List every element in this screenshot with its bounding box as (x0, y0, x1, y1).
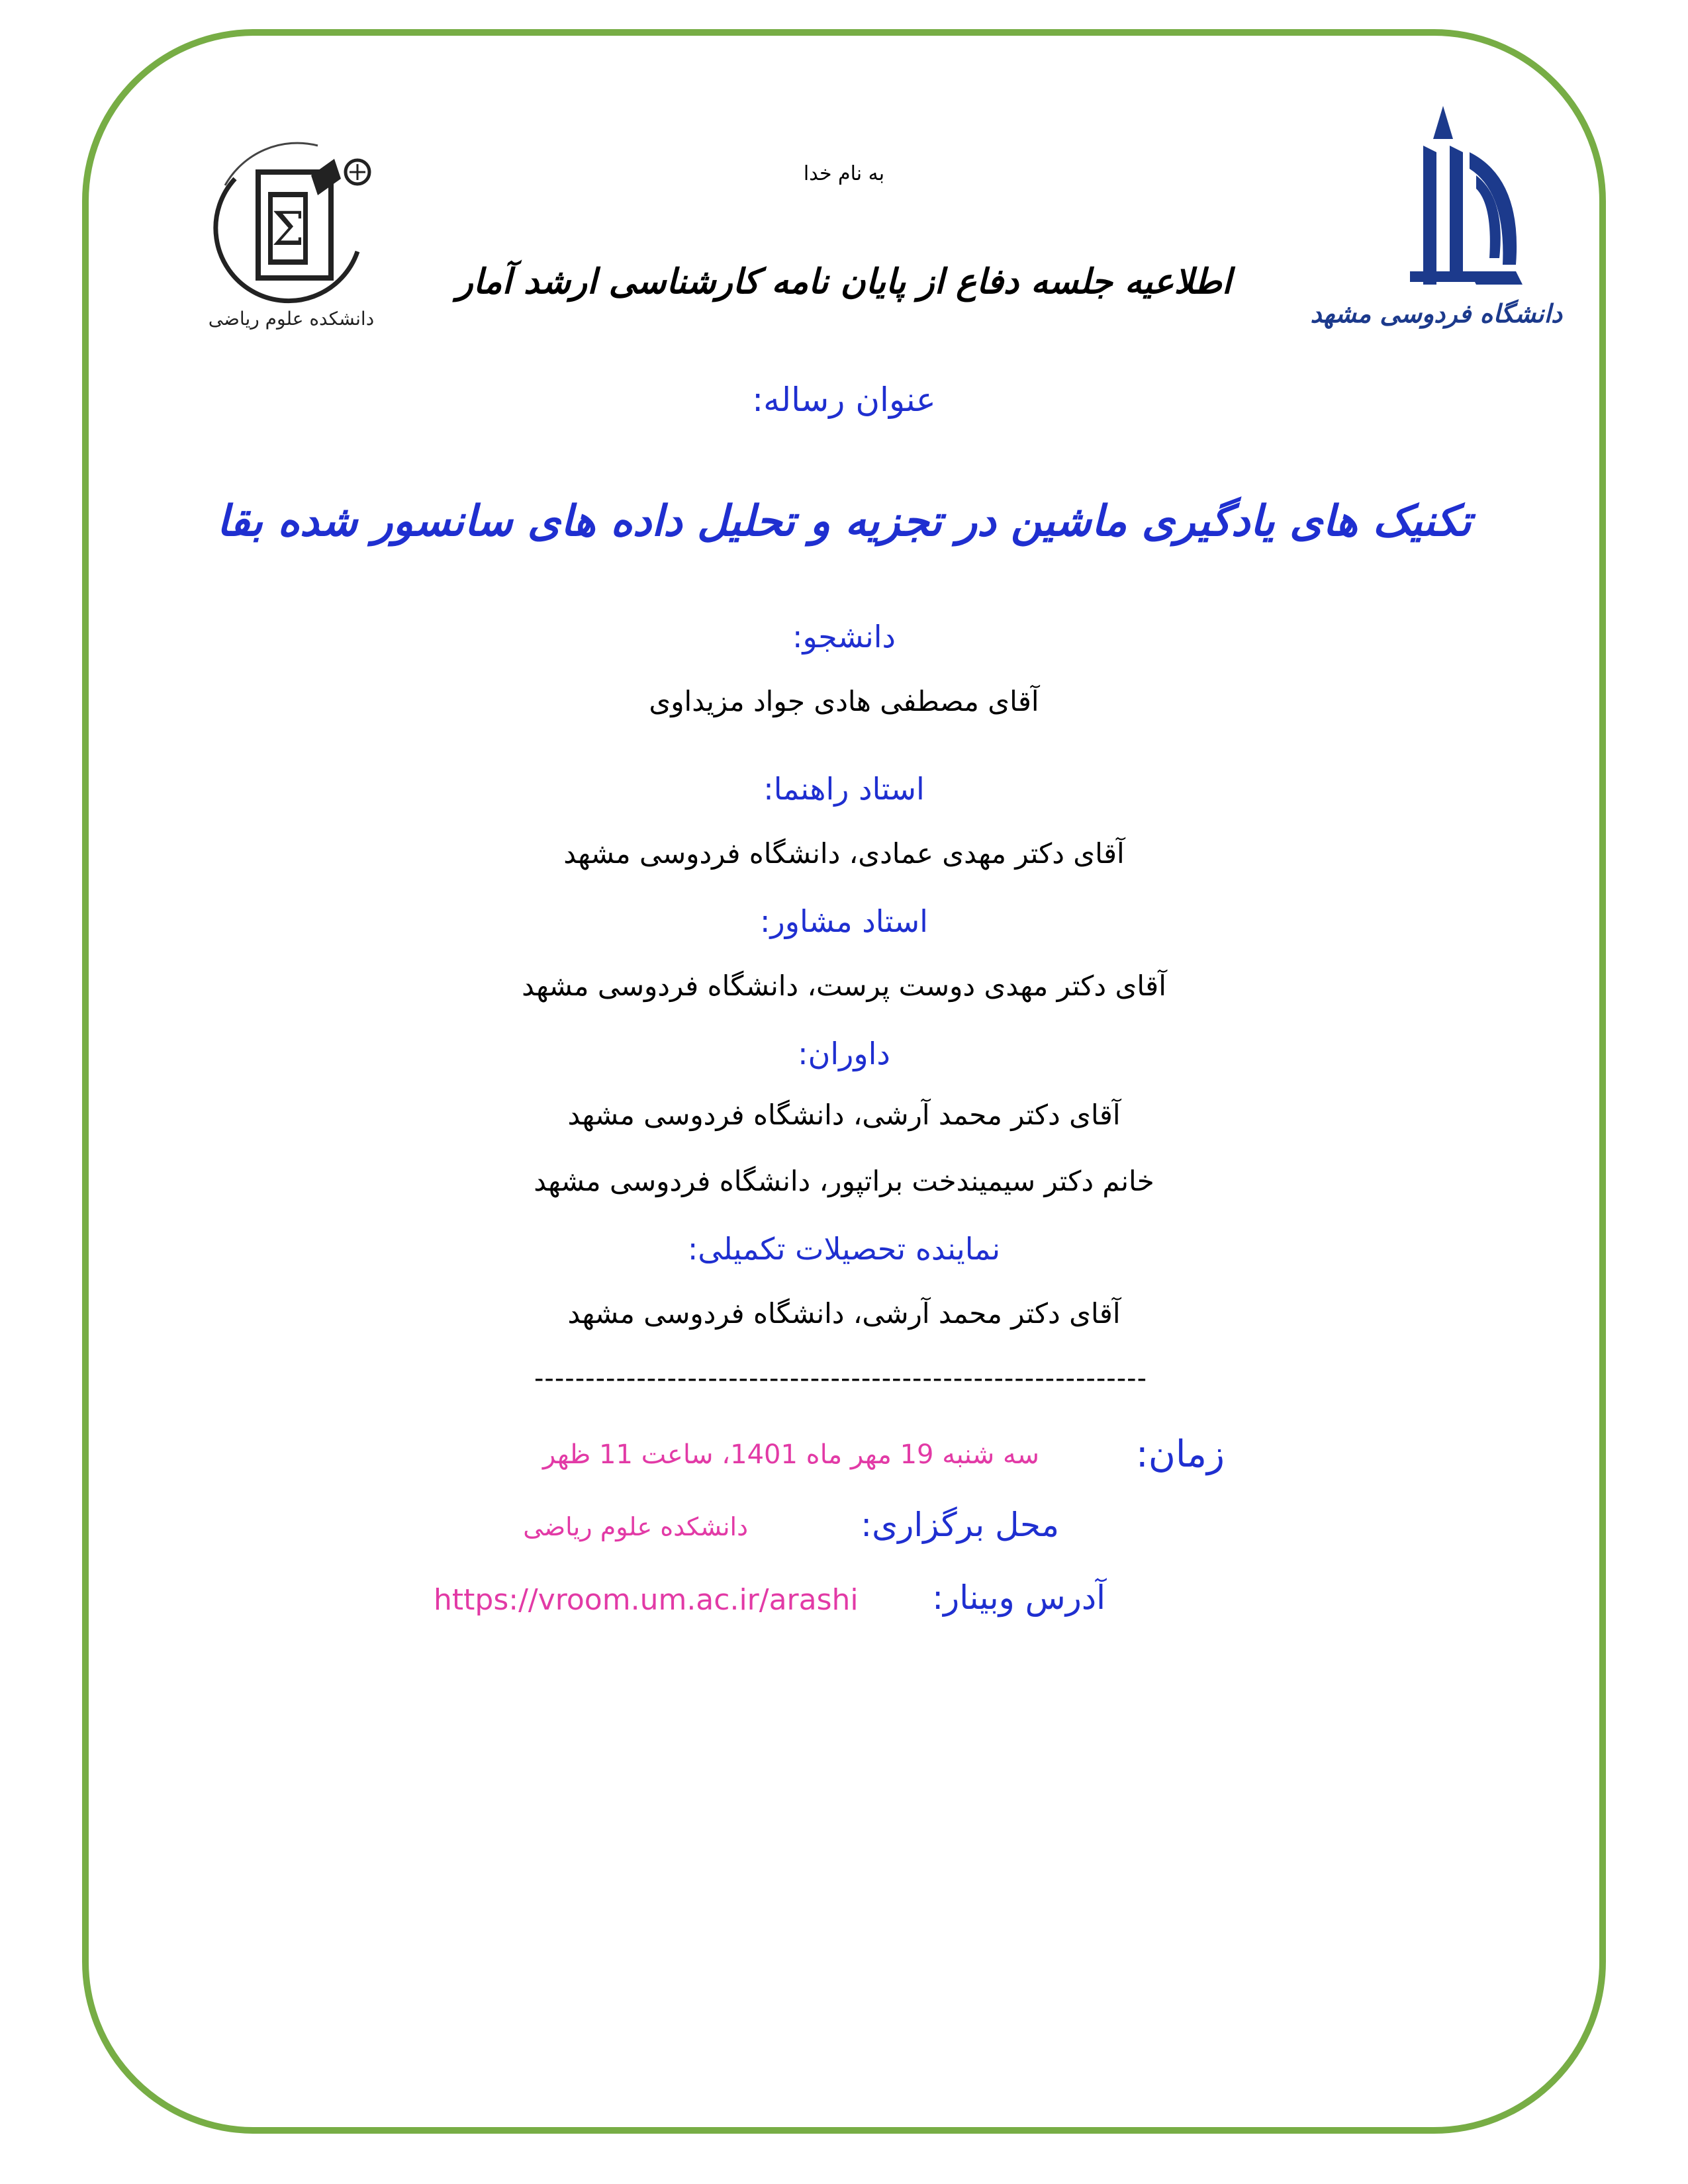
webinar-label: آدرس وبینار: (932, 1578, 1105, 1617)
supervisor-label: استاد راهنما: (763, 771, 925, 807)
representative-label: نماینده تحصیلات تکمیلی: (687, 1231, 1001, 1267)
student-label: دانشجو: (792, 619, 896, 655)
supervisor-name: آقای دکتر مهدی عمادی، دانشگاه فردوسی مشهد (563, 837, 1125, 870)
venue-label: محل برگزاری: (861, 1506, 1059, 1544)
referee-name: آقای دکتر محمد آرشی، دانشگاه فردوسی مشهد (567, 1099, 1121, 1131)
basmala: به نام خدا (803, 162, 885, 185)
venue-value: دانشکده علوم ریاضی (523, 1512, 748, 1541)
advisor-label: استاد مشاور: (760, 903, 928, 939)
announcement-title: اطلاعیه جلسه دفاع از پایان نامه کارشناسی ارشد آمار (456, 261, 1232, 302)
faculty-logo-text: دانشکده علوم ریاضی (208, 308, 375, 330)
university-logo-text: دانشگاه فردوسی مشهد (1310, 299, 1562, 328)
svg-text:Σ: Σ (271, 202, 305, 256)
divider: ------------------------------------------------------------ (534, 1363, 1147, 1394)
time-label: زمان: (1135, 1433, 1225, 1476)
student-name: آقای مصطفی هادی جواد مزیداوی (649, 685, 1039, 717)
advisor-name: آقای دکتر مهدی دوست پرست، دانشگاه فردوسی مشهد (522, 970, 1166, 1002)
referee-name: خانم دکتر سیمیندخت براتپور، دانشگاه فردوسی مشهد (534, 1165, 1154, 1197)
webinar-link[interactable]: https://vroom.um.ac.ir/arashi (434, 1583, 859, 1617)
thesis-title-label: عنوان رساله: (752, 381, 936, 419)
time-value: سه شنبه 19 مهر ماه 1401، ساعت 11 ظهر (542, 1439, 1039, 1470)
thesis-title: تکنیک های یادگیری ماشین در تجزیه و تحلیل داده های سانسور شده بقا (216, 496, 1472, 546)
referees-label: داوران: (798, 1036, 890, 1071)
representative-name: آقای دکتر محمد آرشی، دانشگاه فردوسی مشهد (567, 1297, 1121, 1330)
